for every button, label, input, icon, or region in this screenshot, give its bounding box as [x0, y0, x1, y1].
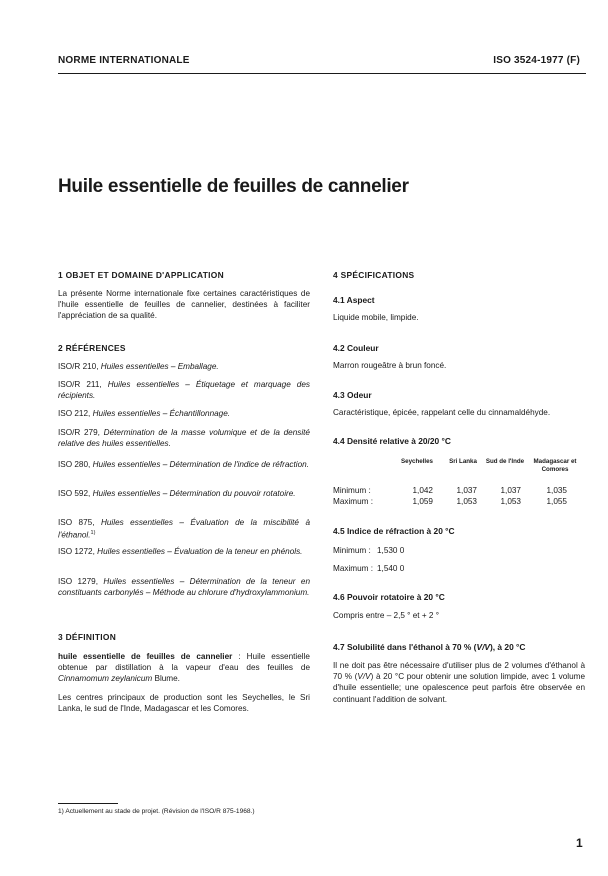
density-row-min: Minimum : 1,042 1,037 1,037 1,035: [333, 486, 567, 495]
density-col-header: Sud de l'Inde: [485, 458, 525, 465]
section-4-1-text: Liquide mobile, limpide.: [333, 313, 419, 322]
footnote-marker: 1): [90, 530, 96, 537]
section-4-4-heading: 4.4 Densité relative à 20/20 °C: [333, 436, 451, 446]
density-row-max: Maximum : 1,059 1,053 1,053 1,055: [333, 497, 567, 506]
section-4-heading: 4 SPÉCIFICATIONS: [333, 270, 415, 280]
reference-item: ISO 592, Huiles essentielles – Détermination du pouvoir rotatoire.: [58, 489, 296, 498]
section-1-heading: 1 OBJET ET DOMAINE D'APPLICATION: [58, 270, 224, 280]
section-4-6-text: Compris entre – 2,5 ° et + 2 °: [333, 611, 439, 620]
reference-item: ISO/R 210, Huiles essentielles – Emballage.: [58, 362, 219, 371]
reference-item: ISO 280, Huiles essentielles – Détermination de l'indice de réfraction.: [58, 460, 309, 469]
document-title: Huile essentielle de feuilles de cannelier: [58, 176, 409, 197]
reference-item: ISO/R 279, Détermination de la masse volumique et de la densité relative des huiles essentielles.: [58, 428, 310, 449]
section-4-3-text: Caractéristique, épicée, rappelant celle du cinnamaldéhyde.: [333, 408, 551, 417]
section-3-heading: 3 DÉFINITION: [58, 632, 117, 642]
section-4-2-heading: 4.2 Couleur: [333, 343, 379, 353]
density-table: [333, 458, 585, 507]
section-1-text: La présente Norme internationale fixe certaines caractéristiques de l'huile essentielle de feuilles de cannelier, destinées à faciliter l'appréciation de sa qualité.: [58, 289, 310, 321]
section-4-2-text: Marron rougeâtre à brun foncé.: [333, 361, 447, 370]
density-col-header: Sri Lanka: [449, 458, 477, 465]
footnote: 1) Actuellement au stade de projet. (Révision de l'ISO/R 875-1968.): [58, 808, 255, 815]
reference-item: ISO 875, Huiles essentielles – Évaluation de la miscibilité à l'éthanol.$^{1)}$: [58, 518, 310, 540]
section-3-production: Les centres principaux de production sont les Seychelles, le Sri Lanka, le sud de l'Inde, Madagascar et les Comores.: [58, 693, 310, 714]
density-col-header: Madagascar et Comores: [533, 458, 577, 473]
section-4-6-heading: 4.6 Pouvoir rotatoire à 20 °C: [333, 592, 445, 602]
page-number: 1: [576, 836, 583, 850]
section-4-7-text: Il ne doit pas être nécessaire d'utiliser plus de 2 volumes d'éthanol à 70 % (V/V) à 20 °C pour obtenir une solution limpide, avec 1 volume d'huile essentielle; une opalescence peut parfois être observée en continuant l'addition de solvant.: [333, 661, 585, 704]
reference-item: ISO 1272, Huiles essentielles – Évaluation de la teneur en phénols.: [58, 547, 303, 556]
section-4-5-heading: 4.5 Indice de réfraction à 20 °C: [333, 526, 455, 536]
header-rule: [58, 73, 586, 74]
section-4-3-heading: 4.3 Odeur: [333, 390, 372, 400]
refraction-min: Minimum : 1,530 0: [333, 546, 405, 555]
header-right: ISO 3524-1977 (F): [493, 55, 580, 66]
header-left: NORME INTERNATIONALE: [58, 55, 190, 66]
reference-item: ISO/R 211, Huiles essentielles – Étiquetage et marquage des récipients.: [58, 380, 310, 401]
density-col-header: Seychelles: [401, 458, 433, 465]
section-4-7-heading: 4.7 Solubilité dans l'éthanol à 70 % (V/V), à 20 °C: [333, 642, 526, 652]
section-4-1-heading: 4.1 Aspect: [333, 295, 375, 305]
refraction-max: Maximum : 1,540 0: [333, 564, 405, 573]
section-3-definition: huile essentielle de feuilles de cannelier : Huile essentielle obtenue par distillation à la vapeur d'eau des feuilles de Cinnamomum zeylanicum Blume.: [58, 652, 310, 684]
section-2-heading: 2 RÉFÉRENCES: [58, 343, 126, 353]
reference-item: ISO 212, Huiles essentielles – Échantillonnage.: [58, 409, 231, 418]
reference-item: ISO 1279, Huiles essentielles – Détermination de la teneur en constituants carbonylés – Méthode au chlorure d'hydroxylammonium.: [58, 577, 311, 598]
footnote-rule: [58, 803, 118, 804]
